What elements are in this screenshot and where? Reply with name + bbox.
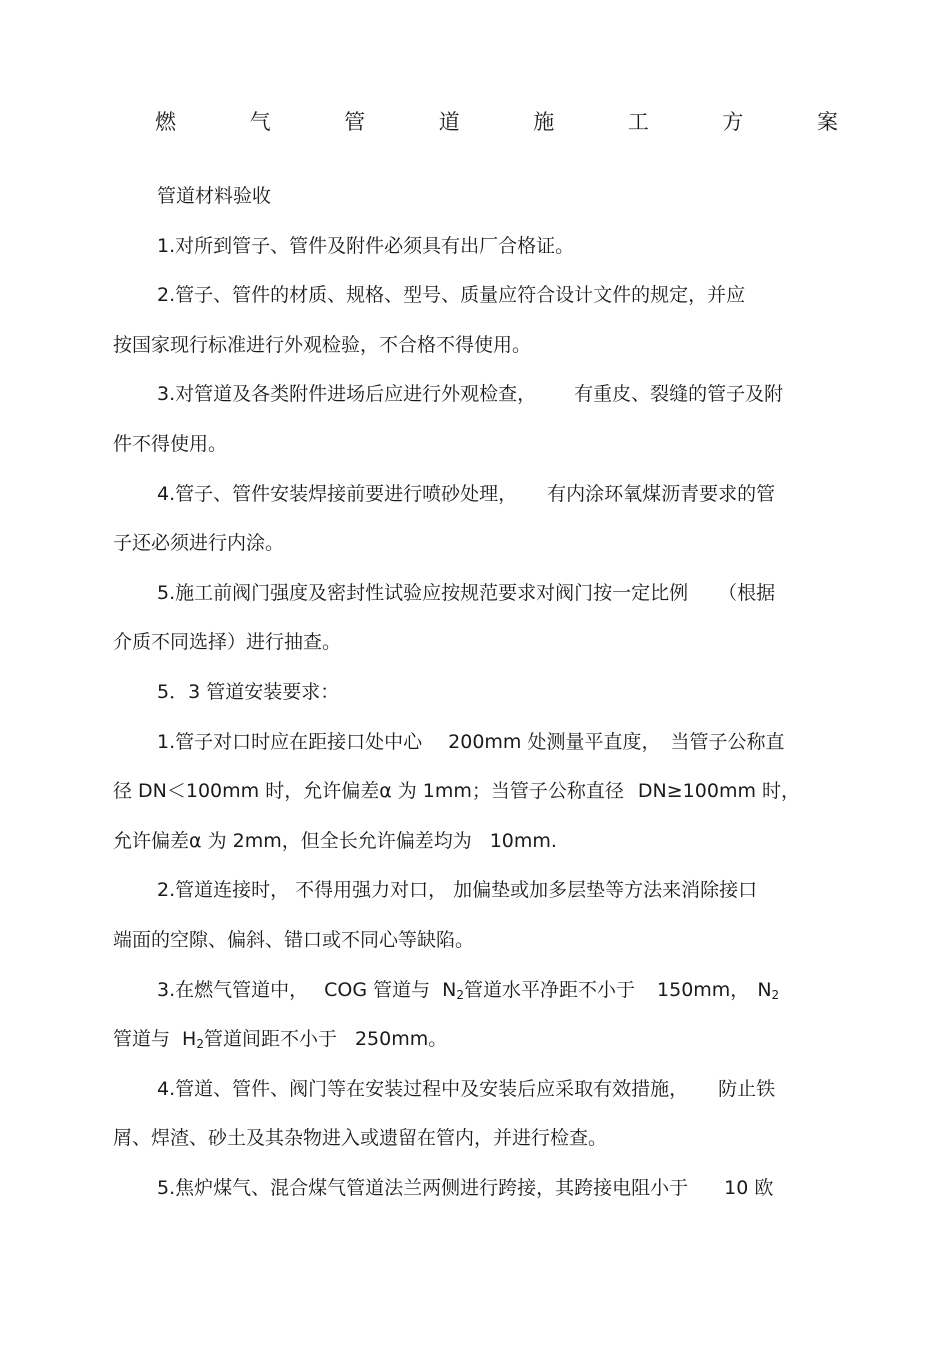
material-item-3: 3.对管道及各类附件进场后应进行外观检查， 有重皮、裂缝的管子及附 件不得使用。: [113, 383, 784, 455]
install-item-5: 5.焦炉煤气、混合煤气管道法兰两侧进行跨接，其跨接电阻小于 10 欧: [157, 1176, 774, 1199]
section-heading: 管道材料验收: [157, 185, 272, 207]
material-item-4: 4.管子、管件安装焊接前要进行喷砂处理， 有内涂环氧煤沥青要求的管 子还必须进行内涂。: [113, 482, 776, 555]
material-item-1: 1.对所到管子、管件及附件必须具有出厂合格证。: [157, 234, 575, 257]
install-item-4: 4.管道、管件、阀门等在安装过程中及安装后应采取有效措施， 防止铁 屑、焊渣、砂土及其杂物进入或遗留在管内，并进行检查。: [113, 1077, 776, 1150]
title-char: 案: [816, 110, 838, 134]
install-item-1: 1.管子对口时应在距接口处中心 200mm 处测量平直度， 当管子公称直 径 DN＜100mm 时，允许偏差α 为 1mm；当管子公称直径 DN≥100mm 时， 允许偏差α 为 2mm，但全长允许偏差均为 10mm.: [113, 730, 801, 852]
title-char: 工: [627, 110, 649, 134]
title-char: 施: [533, 110, 555, 134]
title-char: 燃: [155, 110, 176, 134]
title-char: 方: [722, 110, 744, 134]
material-item-5: 5.施工前阀门强度及密封性试验应按规范要求对阀门按一定比例 （根据 介质不同选择）进行抽查。: [113, 581, 776, 654]
title-char: 气: [249, 110, 271, 134]
page-title: [155, 106, 838, 138]
title-char: 管: [344, 110, 366, 134]
install-heading: 5．3 管道安装要求：: [157, 680, 340, 703]
title-char: 道: [438, 110, 460, 134]
install-item-3: 3.在燃气管道中， COG 管道与 $N_2$管道水平净距不小于 150mm， $N_2$ 管道与 $H_2$管道间距不小于 250mm。: [113, 978, 780, 1052]
document-body: [113, 172, 838, 1213]
material-item-2: 2.管子、管件的材质、规格、型号、质量应符合设计文件的规定，并应 按国家现行标准进行外观检验，不合格不得使用。: [113, 284, 746, 356]
install-item-2: 2.管道连接时， 不得用强力对口， 加偏垫或加多层垫等方法来消除接口 端面的空隙、偏斜、错口或不同心等缺陷。: [113, 879, 758, 951]
